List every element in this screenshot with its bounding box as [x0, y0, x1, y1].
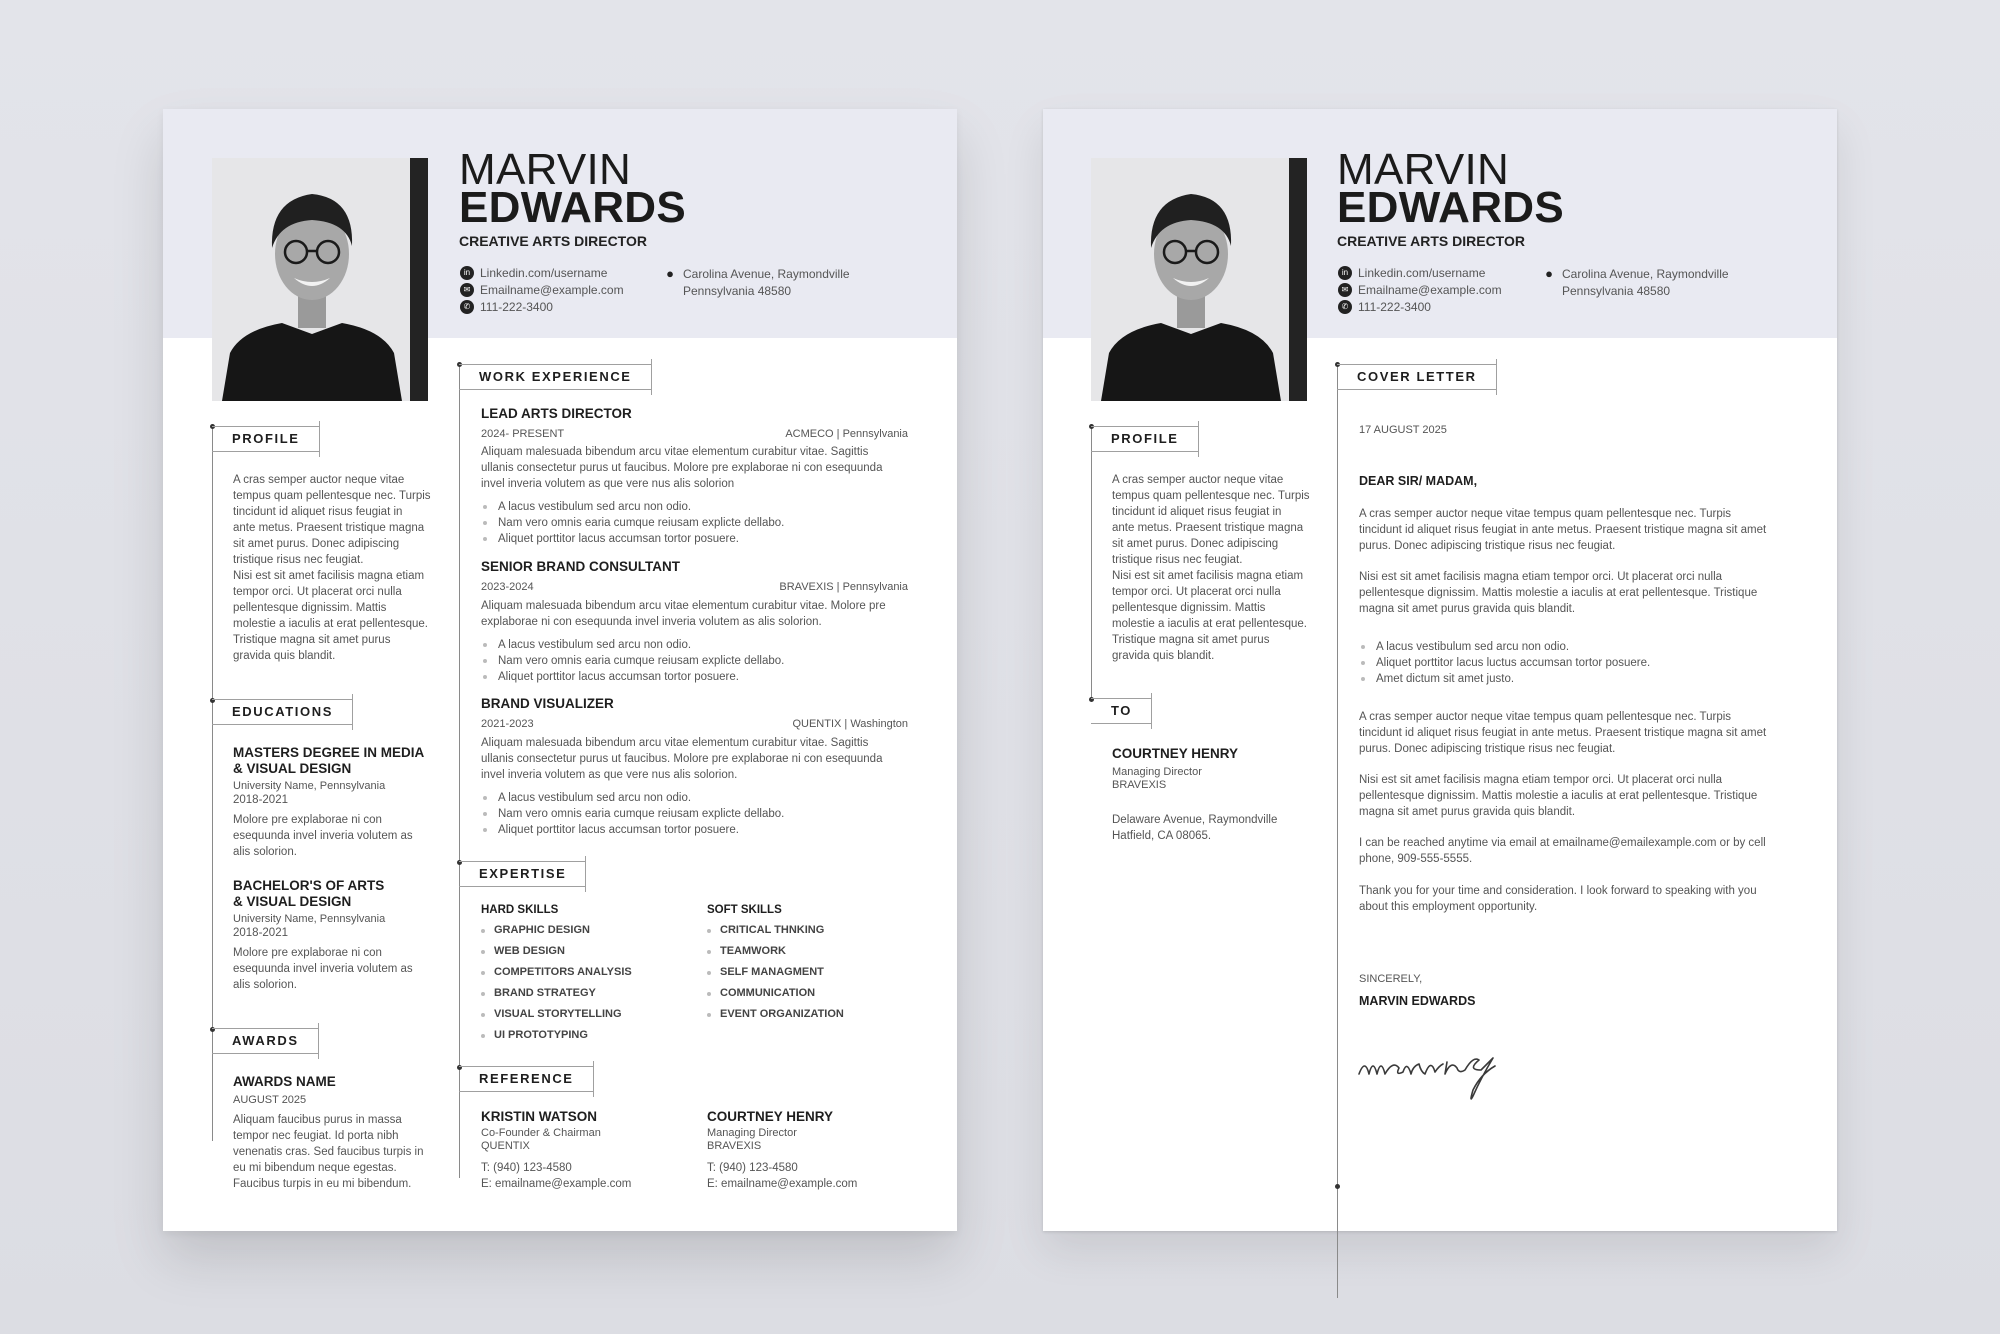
letter-closing: SINCERELY, — [1359, 973, 1423, 985]
recipient-name: COURTNEY HENRY — [1112, 746, 1239, 761]
reference-role: Co-Founder & Chairman QUENTIX — [481, 1127, 601, 1152]
contact-phone: ✆ 111-222-3400 — [1338, 299, 1431, 316]
job-desc: Aliquam malesuada bibendum arcu vitae elementum curabitur vitae. Sagittis ullanis consectetur purus ut faucibus. Molore pre explaborae ni con esequunda invel inveria volutem as que vere nus alis solorion — [481, 446, 883, 490]
job-title: LEAD ARTS DIRECTOR — [481, 406, 632, 421]
location-pin-icon: ● — [1545, 266, 1553, 281]
recipient-role: Managing Director BRAVEXIS — [1112, 766, 1202, 791]
person-name: MARVIN EDWARDS — [1337, 145, 1564, 232]
hard-skills-title: HARD SKILLS — [481, 904, 559, 916]
job-title: BRAND VISUALIZER — [481, 696, 614, 711]
cover-letter-page — [1043, 109, 1837, 1231]
job-period: 2021-2023 — [481, 718, 534, 730]
contact-address: ● Carolina Avenue, Raymondville Pennsylvania 48580 — [663, 266, 850, 300]
edu-desc: Molore pre explaborae ni con esequunda invel inveria volutem as alis solorion. — [233, 814, 413, 858]
letter-bullets: A lacus vestibulum sed arcu non odio. Aliquet porttitor lacus luctus accumsan tortor posuere. Amet dictum sit amet justo. — [1359, 639, 1650, 687]
job-bullets: A lacus vestibulum sed arcu non odio. Nam vero omnis earia cumque reiusam explicte dellabo. Aliquet porttitor lacus accumsan tortor posuere. — [481, 499, 784, 547]
timeline-dot — [1335, 1184, 1340, 1189]
job-period: 2024- PRESENT — [481, 428, 565, 440]
email-icon: ✉ — [1338, 283, 1352, 297]
profile-photo — [1091, 158, 1291, 401]
section-cover-letter: COVER LETTER — [1337, 364, 1497, 390]
signature — [1355, 1034, 1515, 1104]
profile-text: A cras semper auctor neque vitae tempus quam pellentesque nec. Turpis tincidunt id aliquet risus feugiat in ante metus. Praesent tristique magna sit amet purus. Donec adipiscing tristique risus nec feugiat. Nisi est sit amet facilisis magna etiam tempor orci. Ut placerat orci nulla pellentesque dignissim. Mattis molestie a iaculis at erat pellentesque. Tristique magna sit amet purus gravida quis blandit. — [233, 474, 431, 662]
contact-linkedin: in Linkedin.com/username — [1338, 265, 1485, 282]
award-date: AUGUST 2025 — [233, 1094, 307, 1106]
letter-signer: MARVIN EDWARDS — [1359, 994, 1476, 1008]
section-expertise: EXPERTISE — [459, 861, 586, 887]
job-period: 2023-2024 — [481, 581, 534, 593]
award-name: AWARDS NAME — [233, 1074, 336, 1089]
reference-contact: T: (940) 123-4580 E: emailname@example.com — [707, 1162, 858, 1190]
edu-degree: MASTERS DEGREE IN MEDIA & VISUAL DESIGN — [233, 745, 425, 776]
profile-text: A cras semper auctor neque vitae tempus quam pellentesque nec. Turpis tincidunt id aliquet risus feugiat in ante metus. Praesent tristique magna sit amet purus. Donec adipiscing tristique risus nec feugiat. Nisi est sit amet facilisis magna etiam tempor orci. Ut placerat orci nulla pellentesque dignissim. Mattis molestie a iaculis at erat pellentesque. Tristique magna sit amet purus gravida quis blandit. — [1112, 474, 1310, 662]
letter-date: 17 AUGUST 2025 — [1359, 424, 1447, 436]
person-title: CREATIVE ARTS DIRECTOR — [1337, 233, 1525, 249]
letter-paragraph: Thank you for your time and consideration. I look forward to speaking with you about this employment opportunity. — [1359, 885, 1757, 913]
contact-address: ● Carolina Avenue, Raymondville Pennsylvania 48580 — [1542, 266, 1729, 300]
section-educations: EDUCATIONS — [212, 699, 353, 725]
contact-phone: ✆ 111-222-3400 — [460, 299, 553, 316]
contact-email: ✉ Emailname@example.com — [460, 282, 624, 299]
reference-name: COURTNEY HENRY — [707, 1109, 834, 1124]
profile-photo — [212, 158, 412, 401]
accent-bar — [410, 158, 428, 401]
person-name: MARVIN EDWARDS — [459, 145, 686, 232]
location-pin-icon: ● — [666, 266, 674, 281]
award-desc: Aliquam faucibus purus in massa tempor nec feugiat. Id porta nibh venenatis cras. Sed faucibus turpis in eu mi bibendum neque egestas. Faucibus turpis in eu mi bibendum. — [233, 1114, 424, 1190]
letter-paragraph: I can be reached anytime via email at emailname@emailexample.com or by cell phone, 909-555-5555. — [1359, 837, 1766, 865]
phone-icon: ✆ — [460, 300, 474, 314]
reference-role: Managing Director BRAVEXIS — [707, 1127, 797, 1152]
section-profile: PROFILE — [1091, 426, 1199, 452]
accent-bar — [1289, 158, 1307, 401]
job-bullets: A lacus vestibulum sed arcu non odio. Nam vero omnis earia cumque reiusam explicte dellabo. Aliquet porttitor lacus accumsan tortor posuere. — [481, 790, 784, 838]
section-work-experience: WORK EXPERIENCE — [459, 364, 652, 390]
right-timeline — [1337, 364, 1338, 1298]
phone-icon: ✆ — [1338, 300, 1352, 314]
letter-paragraph: Nisi est sit amet facilisis magna etiam tempor orci. Ut placerat orci nulla pellentesque dignissim. Mattis molestie a iaculis at erat pellentesque. Tristique magna sit amet purus gravida quis blandit. — [1359, 774, 1758, 818]
section-to: TO — [1091, 698, 1152, 724]
linkedin-icon: in — [460, 266, 474, 280]
left-timeline — [1091, 426, 1092, 698]
soft-skills-list: CRITICAL THNKING TEAMWORK SELF MANAGMENT COMMUNICATION EVENT ORGANIZATION — [707, 920, 844, 1025]
recipient-address: Delaware Avenue, Raymondville Hatfield, CA 08065. — [1112, 814, 1278, 842]
job-bullets: A lacus vestibulum sed arcu non odio. Nam vero omnis earia cumque reiusam explicte dellabo. Aliquet porttitor lacus accumsan tortor posuere. — [481, 637, 784, 685]
job-company: BRAVEXIS | Pennsylvania — [779, 581, 908, 593]
section-awards: AWARDS — [212, 1028, 319, 1054]
letter-salutation: DEAR SIR/ MADAM, — [1359, 474, 1478, 488]
reference-name: KRISTIN WATSON — [481, 1109, 597, 1124]
reference-contact: T: (940) 123-4580 E: emailname@example.com — [481, 1162, 632, 1190]
job-title: SENIOR BRAND CONSULTANT — [481, 559, 680, 574]
soft-skills-title: SOFT SKILLS — [707, 904, 782, 916]
edu-degree: BACHELOR'S OF ARTS & VISUAL DESIGN — [233, 878, 385, 909]
section-profile: PROFILE — [212, 426, 320, 452]
contact-linkedin: in Linkedin.com/username — [460, 265, 607, 282]
resume-page — [163, 109, 957, 1231]
contact-email: ✉ Emailname@example.com — [1338, 282, 1502, 299]
letter-paragraph: Nisi est sit amet facilisis magna etiam tempor orci. Ut placerat orci nulla pellentesque dignissim. Mattis molestie a iaculis at erat pellentesque. Tristique magna sit amet purus gravida quis blandit. — [1359, 571, 1758, 615]
linkedin-icon: in — [1338, 266, 1352, 280]
section-reference: REFERENCE — [459, 1066, 594, 1092]
job-desc: Aliquam malesuada bibendum arcu vitae elementum curabitur vitae. Sagittis ullanis consectetur purus ut faucibus. Molore pre explaborae ni con esequunda invel inveria volutem as que vere nus alis solorion. — [481, 737, 883, 781]
edu-school: University Name, Pennsylvania 2018-2021 — [233, 780, 386, 806]
person-title: CREATIVE ARTS DIRECTOR — [459, 233, 647, 249]
job-company: ACMECO | Pennsylvania — [785, 428, 908, 440]
job-desc: Aliquam malesuada bibendum arcu vitae elementum curabitur vitae. Molore pre explaborae ni con esequunda invel inveria volutem as alis solorion. — [481, 600, 886, 628]
edu-desc: Molore pre explaborae ni con esequunda invel inveria volutem as alis solorion. — [233, 947, 413, 991]
job-company: QUENTIX | Washington — [792, 718, 908, 730]
letter-paragraph: A cras semper auctor neque vitae tempus quam pellentesque nec. Turpis tincidunt id aliquet risus feugiat in ante metus. Praesent tristique magna sit amet purus. Donec adipiscing tristique risus nec feugiat. — [1359, 711, 1767, 755]
hard-skills-list: GRAPHIC DESIGN WEB DESIGN COMPETITORS ANALYSIS BRAND STRATEGY VISUAL STORYTELLING UI PROTOTYPING — [481, 920, 632, 1046]
edu-school: University Name, Pennsylvania 2018-2021 — [233, 913, 386, 939]
email-icon: ✉ — [460, 283, 474, 297]
letter-paragraph: A cras semper auctor neque vitae tempus quam pellentesque nec. Turpis tincidunt id aliquet risus feugiat in ante metus. Praesent tristique magna sit amet purus. Donec adipiscing tristique risus nec feugiat. — [1359, 508, 1767, 552]
right-timeline — [459, 364, 460, 1178]
